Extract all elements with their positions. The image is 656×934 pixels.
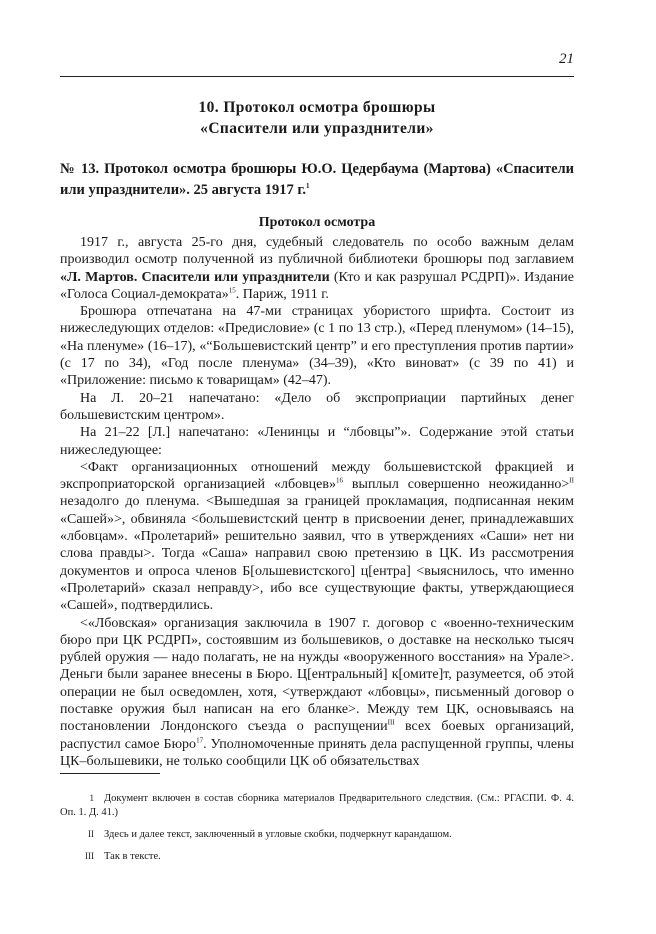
paragraph-6-text-c: . Уполномоченные принять дела распущенной группы, члены ЦК–большевики, не только сообщили ЦК об обязательствах — [60, 736, 574, 769]
paragraph-1-text-a: 1917 г., августа 25-го дня, судебный следователь по особо важным делам производил осмотр полученной из публичной библиотеки брошюры под заглавием — [60, 235, 574, 268]
footnote — [60, 791, 574, 820]
section-title — [60, 97, 574, 139]
document-title — [60, 159, 574, 201]
footnote-text: Документ включен в состав сборника материалов Предварительного следствия. (См.: РГАСПИ. Ф. 4. Оп. 1. Д. 41.) — [60, 793, 574, 818]
page-number: 21 — [559, 51, 574, 67]
footnote — [60, 849, 574, 864]
footnote-mark: II — [88, 829, 94, 839]
paragraph-6 — [60, 615, 574, 771]
paragraph-3: На Л. 20–21 напечатано: «Дело об экспроприации партийных денег большевистским центром». — [60, 390, 574, 423]
footnote — [60, 827, 574, 842]
footnote-ref-III: III — [387, 718, 395, 727]
document-title-text: № 13. Протокол осмотра брошюры Ю.О. Цедербаума (Мартова) «Спасители или упразднители». 25 августа 1917 г. — [60, 161, 574, 198]
brochure-title-bold: «Л. Мартов. Спасители или упразднители — [60, 269, 330, 285]
paragraph-6-text-b: всех боевых организаций, распустил самое Бюро — [60, 719, 574, 752]
subheading: Протокол осмотра — [258, 215, 376, 230]
paragraph-1 — [60, 234, 574, 303]
paragraph-5-text-b: выплыл совершенно неожиданно> — [343, 477, 570, 493]
footnote-text: Так в тексте. — [104, 851, 161, 862]
footnotes — [60, 791, 574, 871]
footnote-mark: III — [85, 851, 94, 861]
footnote-text: Здесь и далее текст, заключенный в угловые скобки, подчеркнут карандашом. — [104, 829, 452, 840]
paragraph-1-text-b: (Кто и как разрушал РСДРП)». Издание «Голоса Социал-демократа» — [60, 269, 574, 302]
paragraph-4: На 21–22 [Л.] напечатано: «Ленинцы и “лбовцы”». Содержание этой статьи нижеследующее: — [60, 425, 574, 458]
section-title-line-2: «Спасители или упразднители» — [200, 120, 434, 137]
footnote-ref-17: 17 — [196, 735, 204, 744]
footnote-rule — [60, 773, 160, 774]
paragraph-1-text-c: . Париж, 1911 г. — [235, 286, 329, 302]
body-text — [60, 234, 574, 770]
paragraph-5 — [60, 459, 574, 615]
paragraph-5-text-c: незадолго до пленума. <Вышедшая за границей прокламация, подписанная неким «Сашей»>, обвиняла <большевистский центр в присвоении денег, принадлежавших «лбовцам». «Пролетарий» решительно заявил, что в утверждениях «Саши» нет ни слова правды>. Тогда «Саша» направил свою претензию в ЦК. Из рассмотрения документов и опроса членов Б[ольшевистского] ц[ентра] <выяснилось, что именно «Пролетарий» сказал неправду>, ибо все существующие факты, утверждающиеся «Сашей», подтвердились. — [60, 494, 574, 614]
footnote-ref-II: II — [569, 476, 574, 485]
paragraph-6-text-a: <«Лбовская» организация заключила в 1907 г. договор с «военно-техническим бюро при ЦК РСДРП», состоявшим из большевиков, о доставке на несколько тысяч рублей оружия — надо полагать, не на нужды «вооруженного восстания» на Урале>. Деньги были заранее внесены в Бюро. Ц[ентральный] к[омите]т, разумеется, об этой операции не был осведомлен, хотя, <утверждают «лбовцы», письменный договор о поставке оружия был написан на его бланке>. Между тем ЦК, основываясь на постановлении Лондонского съезда о распущении — [60, 615, 574, 735]
paragraph-2: Брошюра отпечатана на 47-ми страницах убористого шрифта. Состоит из нижеследующих отделов: «Предисловие» (с 1 по 13 стр.), «Перед пленумом» (14–15), «На пленуме» (16–17), «“Большевистский центр” и его преступления против партии» (с 17 по 34), «Год после пленума» (34–39), «Кто виноват» (с 39 по 41) и «Приложение: письмо к товарищам» (42–47). — [60, 304, 574, 389]
paragraph-5-text-a: <Факт организационных отношений между большевистской фракцией и экспроприаторской организацией «лбовцев» — [60, 459, 574, 493]
header-rule — [60, 76, 574, 77]
section-title-line-1: 10. Протокол осмотра брошюры — [198, 99, 436, 116]
footnote-ref-15: 15 — [228, 286, 236, 295]
footnote-ref-16: 16 — [336, 476, 343, 485]
footnote-mark: 1 — [89, 793, 94, 803]
footnote-ref-1: 1 — [305, 182, 310, 191]
